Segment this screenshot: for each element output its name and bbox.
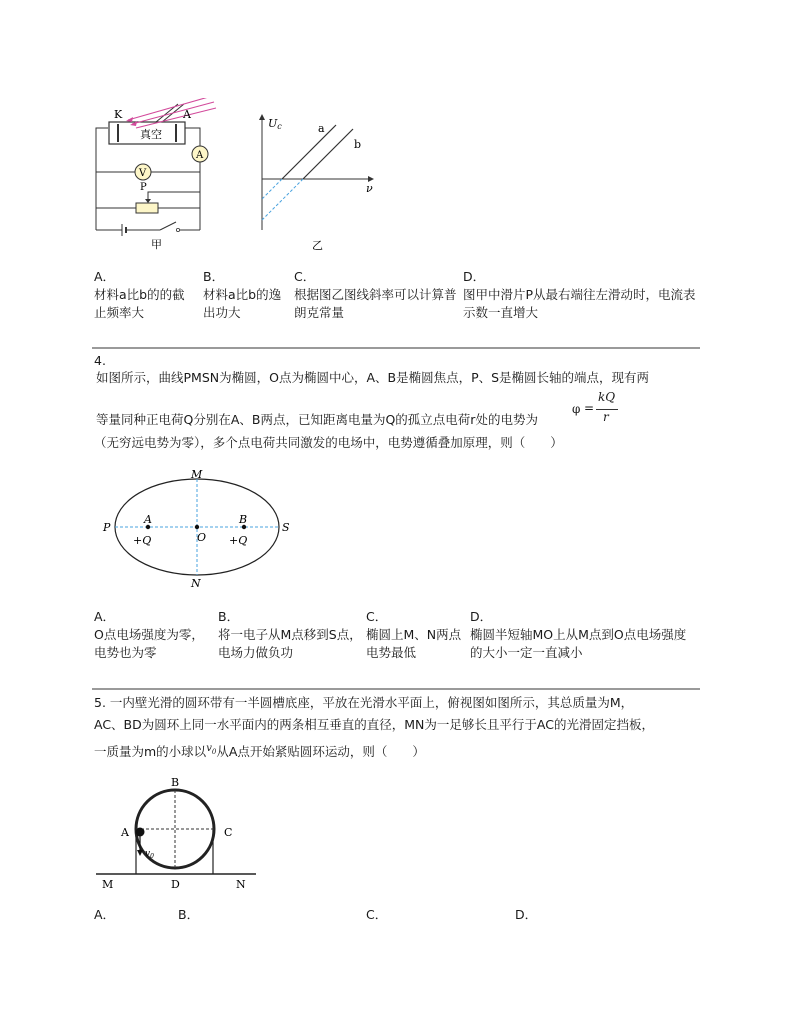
ammeter-label: A — [196, 150, 204, 161]
label-S: S — [282, 521, 290, 534]
ball — [136, 828, 145, 837]
option-label: A． — [94, 269, 116, 284]
formula-eq: = — [584, 401, 595, 415]
formula-denominator: r — [603, 410, 609, 424]
q5-option-a[interactable] — [94, 906, 115, 924]
label-D: D — [171, 878, 180, 891]
velocity-label: $v_0$ — [145, 849, 154, 860]
option-label: A． — [94, 907, 116, 922]
q4-ellipse-figure — [100, 466, 296, 590]
switch-lever — [160, 222, 176, 230]
q5-option-c[interactable] — [366, 906, 387, 924]
q3-figure-jia — [88, 98, 218, 258]
caption-yi: 乙 — [312, 239, 323, 252]
label-N: N — [236, 878, 246, 891]
slider-P-label: P — [140, 182, 147, 193]
label-A: A — [183, 108, 191, 121]
label-A: A — [121, 826, 129, 839]
q4-option-b[interactable] — [218, 608, 364, 662]
option-text: 材料a比b的逸出功大 — [203, 287, 282, 320]
label-b: b — [354, 138, 362, 151]
vacuum-label: 真空 — [140, 128, 162, 141]
q4-option-a[interactable] — [94, 608, 212, 662]
q3-figure-yi — [252, 112, 382, 254]
q4-stem-line-2: 等量同种正电荷Q分别在A、B两点，已知距离电量为Q的孤立点电荷r处的电势为 — [96, 412, 538, 427]
option-text: 将一电子从M点移到S点，电场力做负功 — [218, 627, 362, 660]
option-label: B． — [178, 907, 200, 922]
slider-P-wire — [148, 192, 200, 201]
label-a: a — [318, 122, 325, 135]
option-label: B． — [218, 609, 240, 624]
y-axis-label: Uc — [268, 117, 282, 131]
label-M: M — [191, 468, 203, 481]
q5-stem-line-3 — [94, 743, 425, 766]
q5-stem-line-2: AC、BD为圆环上同一水平面内的两条相互垂直的直径，MN为一足够长且平行于AC的光滑固定挡板， — [94, 717, 654, 732]
option-label: C． — [366, 907, 388, 922]
label-N: N — [191, 577, 201, 590]
divider — [92, 688, 700, 690]
q3-option-c[interactable] — [294, 268, 458, 322]
line-a-extension — [262, 179, 282, 199]
label-C: C — [224, 826, 233, 839]
q5-option-d[interactable] — [515, 906, 537, 924]
label-charge-A: +Q — [133, 534, 152, 547]
rheostat — [136, 203, 158, 213]
q4-stem-line-3: （无穷远电势为零），多个点电荷共同激发的电场中，电势遵循叠加原理，则（ ） — [94, 435, 563, 450]
q3-option-b[interactable] — [203, 268, 291, 322]
option-text: 材料a比b的的截止频率大 — [94, 287, 185, 320]
q5-stem-line-1: 5. 一内壁光滑的圆环带有一半圆槽底座，平放在光滑水平面上，俯视图如图所示，其总质量为M， — [94, 695, 634, 710]
circuit-wire-top-right — [185, 128, 200, 146]
label-A: A — [144, 513, 152, 526]
option-label: A． — [94, 609, 116, 624]
point-O — [195, 525, 199, 529]
line-b-extension — [262, 179, 303, 220]
q4-option-c[interactable] — [366, 608, 464, 662]
q5-option-b[interactable] — [178, 906, 199, 924]
option-text: O点电场强度为零，电势也为零 — [94, 627, 204, 660]
label-K: K — [114, 108, 123, 121]
q5-ring-figure — [96, 772, 266, 894]
option-text: 椭圆半短轴MO上从M点到O点电场强度的大小一定一直减小 — [470, 627, 687, 660]
line-b — [303, 129, 353, 179]
voltmeter-label: V — [139, 168, 147, 179]
q4-stem-line-1: 如图所示，曲线PMSN为椭圆，O点为椭圆中心，A、B是椭圆焦点，P、S是椭圆长轴的端点，现有两 — [96, 370, 650, 385]
x-axis-label: ν — [366, 182, 373, 195]
option-label: B． — [203, 269, 225, 284]
q4-option-d[interactable] — [470, 608, 698, 662]
q4-number: 4. — [94, 353, 106, 368]
line-a — [282, 125, 336, 179]
q5-line3-end: 从A点开始紧贴圆环运动，则（ ） — [216, 744, 425, 759]
option-label: D． — [470, 609, 493, 624]
option-text: 根据图乙图线斜率可以计算普朗克常量 — [294, 287, 457, 320]
option-text: 图甲中滑片P从最右端往左滑动时，电流表示数一直增大 — [463, 287, 696, 320]
option-label: C． — [294, 269, 316, 284]
q3-option-a[interactable] — [94, 268, 196, 322]
v0-symbol: v0 — [206, 743, 217, 756]
label-M: M — [102, 878, 114, 891]
label-B: B — [171, 776, 180, 789]
option-label: C． — [366, 609, 388, 624]
q5-line3-start: 一质量为m的小球以 — [94, 744, 207, 759]
label-charge-B: +Q — [229, 534, 248, 547]
option-label: D． — [515, 907, 538, 922]
option-text: 椭圆上M、N两点电势最低 — [366, 627, 462, 660]
caption-jia: 甲 — [151, 238, 162, 251]
circuit-wire-top — [96, 128, 108, 160]
formula-numerator: kQ — [598, 390, 616, 404]
q3-option-d[interactable] — [463, 268, 707, 322]
formula-phi: φ — [572, 402, 581, 416]
divider — [92, 347, 700, 349]
label-O: O — [197, 531, 207, 544]
label-P: P — [103, 521, 111, 534]
label-B: B — [239, 513, 248, 526]
option-label: D． — [463, 269, 486, 284]
